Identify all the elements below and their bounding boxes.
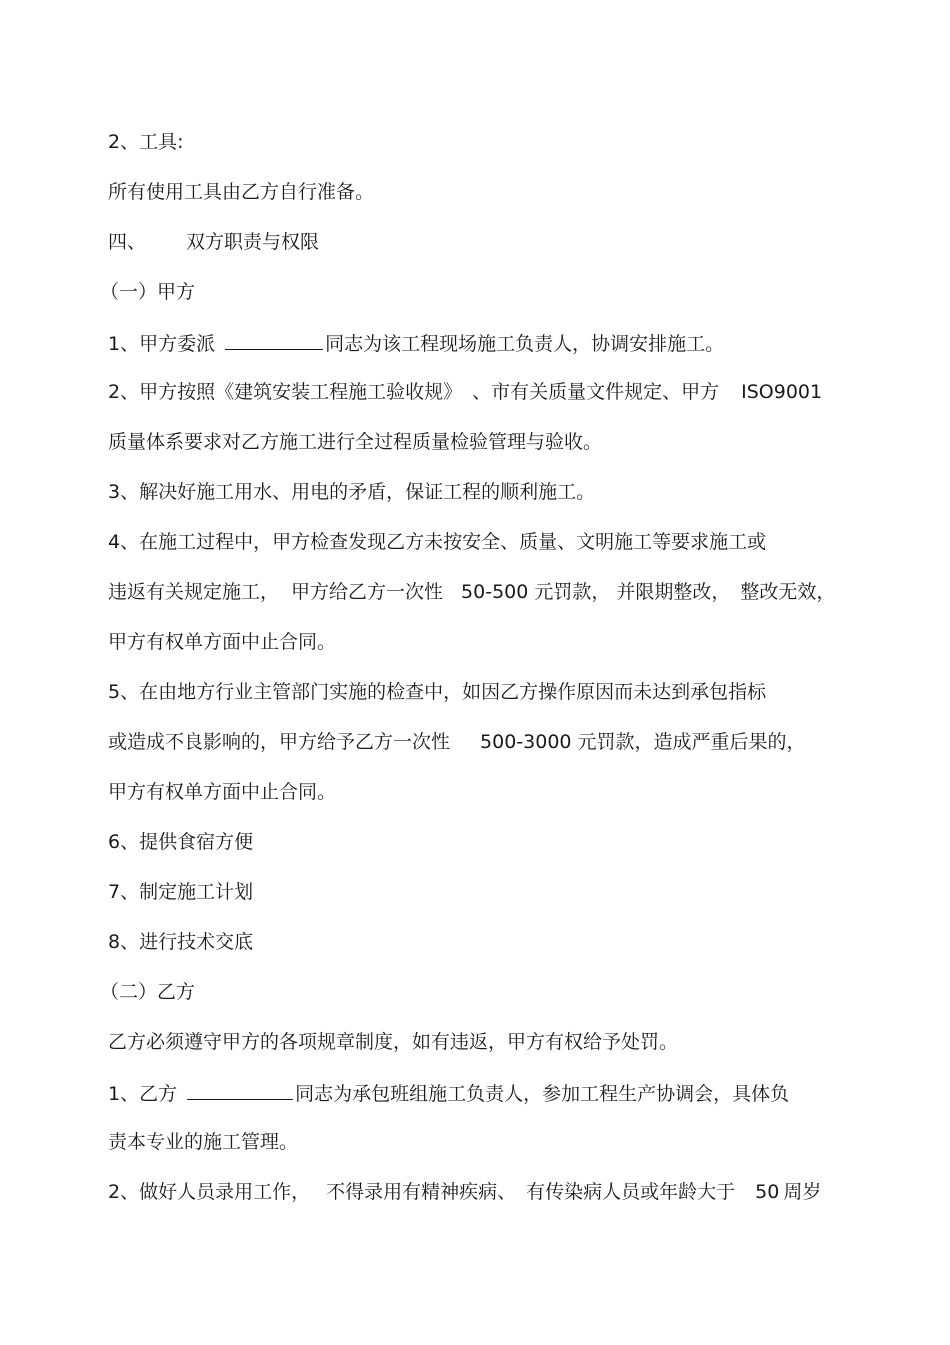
section-four-heading [108, 229, 898, 255]
text: 乙方必须遵守甲方的各项规章制度，如有违返，甲方有权给予处罚。 [108, 1031, 679, 1053]
text: 50-500 [461, 581, 529, 603]
text: 甲方有权单方面中止合同。 [108, 781, 337, 803]
text: 5、在由地方行业主管部门实施的检查中，如因乙方操作原因而未达到承包指标 [108, 681, 767, 703]
party-a-item-5 [108, 679, 898, 705]
party-a-item-3 [108, 479, 898, 505]
party-a-item-5-cont2 [108, 779, 898, 805]
subsection-party-a-heading [100, 279, 890, 305]
party-a-item-6 [108, 829, 898, 855]
party-a-item-7 [108, 879, 898, 905]
fill-in-blank [225, 329, 323, 350]
paragraph-tools [108, 179, 898, 205]
text: 整改无效， [740, 581, 836, 603]
party-a-item-4-cont [108, 579, 898, 605]
text: ISO9001 [741, 381, 823, 403]
text: 6、提供食宿方便 [108, 831, 254, 853]
text: （二）乙方 [100, 981, 196, 1003]
text: 元罚款，造成严重后果的， [577, 731, 806, 753]
text: 7、制定施工计划 [108, 881, 254, 903]
party-b-item-2 [108, 1179, 898, 1205]
text: （一）甲方 [100, 281, 196, 303]
text: 、市有关质量文件规定、甲方 [472, 381, 720, 403]
party-a-item-2-cont [108, 429, 898, 455]
party-b-item-1-cont [108, 1129, 898, 1155]
party-a-item-2 [108, 379, 898, 405]
party-a-item-8 [108, 929, 898, 955]
text: 50 [755, 1181, 780, 1203]
party-a-item-4 [108, 529, 898, 555]
text: 1、甲方委派 [108, 333, 216, 355]
text: 甲方有权单方面中止合同。 [108, 631, 337, 653]
text: 同志为该工程现场施工负责人，协调安排施工。 [325, 333, 725, 355]
text: 同志为承包班组施工负责人，参加工程生产协调会，具体负 [295, 1083, 790, 1105]
text: 8、进行技术交底 [108, 931, 254, 953]
party-a-item-1 [108, 329, 898, 357]
text: 2、甲方按照《建筑安装工程施工验收规》 [108, 381, 463, 403]
text: 责本专业的施工管理。 [108, 1131, 299, 1153]
text: 元罚款， [534, 581, 611, 603]
fill-in-blank [187, 1079, 293, 1100]
section-title: 双方职责与权限 [186, 231, 320, 253]
text: 不得录用有精神疾病、 [326, 1181, 517, 1203]
text: 甲方给乙方一次性 [291, 581, 444, 603]
text: 周岁 [783, 1181, 822, 1203]
text: 500-3000 [480, 731, 572, 753]
party-a-item-4-cont2 [108, 629, 898, 655]
text: 有传染病人员或年龄大于 [526, 1181, 736, 1203]
subsection-party-b-heading [100, 979, 890, 1005]
text: 3、解决好施工用水、用电的矛盾，保证工程的顺利施工。 [108, 481, 596, 503]
text: 所有使用工具由乙方自行准备。 [108, 181, 375, 203]
text: 并限期整改， [616, 581, 731, 603]
text: 2、做好人员录用工作， [108, 1181, 311, 1203]
text: 或造成不良影响的，甲方给予乙方一次性 [108, 731, 451, 753]
section-number: 四、 [108, 231, 147, 253]
party-b-intro [108, 1029, 898, 1055]
text: 2、工具: [108, 131, 184, 153]
item-tools-heading [108, 129, 898, 155]
text: 违返有关规定施工， [108, 581, 280, 603]
text: 质量体系要求对乙方施工进行全过程质量检验管理与验收。 [108, 431, 603, 453]
party-b-item-1 [108, 1079, 898, 1107]
text: 4、在施工过程中，甲方检查发现乙方未按安全、质量、文明施工等要求施工或 [108, 531, 767, 553]
text: 1、乙方 [108, 1083, 178, 1105]
party-a-item-5-cont [108, 729, 898, 755]
